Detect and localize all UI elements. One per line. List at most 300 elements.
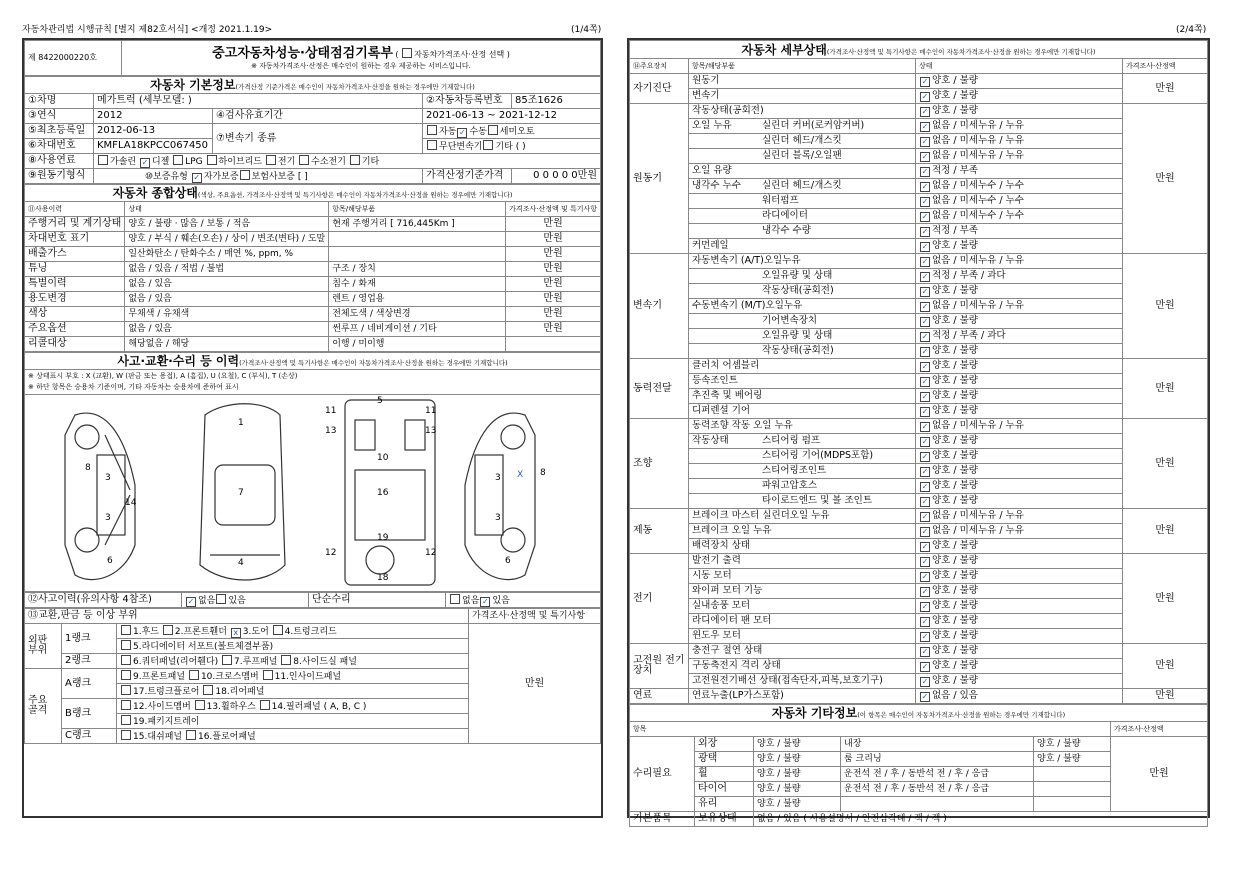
detail-item	[689, 329, 916, 344]
state-checkbox[interactable]: ✓	[921, 421, 929, 431]
part-checkbox[interactable]	[189, 670, 199, 680]
svg-text:13: 13	[425, 426, 437, 436]
detail-state[interactable]	[916, 374, 1123, 389]
detail-row	[630, 419, 1208, 434]
state-checkbox[interactable]: ✓	[921, 406, 929, 416]
detail-state[interactable]	[916, 239, 1123, 254]
trans-other-checkbox[interactable]	[483, 140, 493, 150]
part-checkbox[interactable]	[121, 685, 131, 695]
other-note: (이 항목은 매수인이 자동차가격조사·산정을 원하는 경우에만 기재합니다)	[857, 711, 1066, 719]
part-checkbox[interactable]	[222, 655, 232, 665]
fuel-other-label: 기타	[361, 156, 380, 167]
part-checkbox[interactable]	[121, 640, 131, 650]
detail-item	[689, 494, 916, 509]
detail-state[interactable]	[916, 659, 1123, 674]
part-label: 6.쿼터패널(리어휀다)	[133, 657, 219, 667]
detail-state[interactable]	[916, 479, 1123, 494]
overall-row-label: 용도변경	[25, 292, 125, 307]
repair-state-2[interactable]: 양호 / 불량	[1034, 737, 1111, 752]
other-info-table	[629, 704, 1208, 827]
repair-state-2[interactable]: 양호 / 불량	[1034, 752, 1111, 767]
detail-state[interactable]	[916, 404, 1123, 419]
rank-row	[25, 624, 601, 639]
part-checkbox[interactable]	[163, 625, 173, 635]
detail-row	[630, 254, 1208, 269]
detail-item-main: 구동축전지 격리 상태	[692, 660, 781, 672]
repair-state-2[interactable]	[1034, 782, 1111, 797]
acc-none-checkbox[interactable]: ✓	[187, 596, 195, 606]
state-checkbox[interactable]: ✓	[921, 631, 929, 641]
state-checkbox[interactable]: ✓	[921, 481, 929, 491]
overall-row-item[interactable]: 현재 주행거리 [ 716,445Km ]	[329, 217, 506, 232]
detail-state-label: 양호 / 불량	[932, 389, 978, 401]
state-checkbox[interactable]: ✓	[921, 301, 929, 311]
detail-item	[689, 209, 916, 224]
insp-period-value: 2021-06-13 ~ 2021-12-12	[423, 109, 601, 124]
detail-row	[630, 179, 1208, 194]
state-checkbox[interactable]: ✓	[921, 586, 929, 596]
repair-state[interactable]: 양호 / 불량	[754, 767, 841, 782]
detail-item-sub: 실린더 커버(로커암커버)	[762, 120, 865, 132]
rank-items	[117, 669, 469, 684]
part-label: 3.도어	[242, 626, 269, 637]
detail-row	[630, 359, 1208, 374]
state-checkbox[interactable]: ✓	[921, 361, 929, 371]
overall-row-price: 만원	[506, 322, 601, 337]
overall-row-state[interactable]: 해당없음 / 해당	[125, 337, 329, 352]
part-label: 9.프론트패널	[133, 672, 186, 682]
fuel-hybrid-checkbox[interactable]	[207, 155, 217, 165]
detail-item	[689, 479, 916, 494]
part-checkbox[interactable]	[195, 700, 205, 710]
detail-state[interactable]	[916, 314, 1123, 329]
detail-state-label: 양호 / 불량	[932, 674, 978, 686]
detail-state[interactable]	[916, 209, 1123, 224]
state-checkbox[interactable]: ✓	[921, 346, 929, 356]
detail-state[interactable]	[916, 194, 1123, 209]
state-checkbox[interactable]: ✓	[921, 451, 929, 461]
detail-state[interactable]	[916, 674, 1123, 689]
overall-row-state[interactable]: 없음 / 있음	[125, 322, 329, 337]
detail-state[interactable]	[916, 224, 1123, 239]
accident-history-table	[24, 592, 601, 608]
legend-note: ※ 하단 항목은 승용차 기준이며, 기타 자동차는 승용차에 준하여 표시	[28, 383, 239, 391]
state-checkbox[interactable]: ✓	[921, 691, 929, 701]
subtitle-note: ※ 자동차가격조사·산정은 매수인이 원하는 경우 제공하는 서비스입니다.	[251, 61, 471, 70]
detail-item-main: 발전기 출력	[692, 555, 741, 567]
part-label: 11.인사이드패널	[274, 672, 342, 682]
trans-auto-checkbox[interactable]	[427, 125, 437, 135]
detail-item-sub: 실린더 블록/오일팬	[762, 150, 842, 162]
detail-row	[630, 314, 1208, 329]
page-number-right: (2/4쪽)	[1176, 25, 1207, 35]
part-label: 14.필러패널 ( A, B, C )	[271, 702, 367, 712]
overall-row-price: 만원	[506, 232, 601, 247]
detail-group-label: 동력전달	[630, 359, 689, 419]
overall-row	[25, 277, 601, 292]
detail-state[interactable]	[916, 254, 1123, 269]
detail-state[interactable]	[916, 359, 1123, 374]
state-checkbox[interactable]: ✓	[921, 526, 929, 536]
state-checkbox[interactable]: ✓	[921, 166, 929, 176]
fuel-diesel-checkbox[interactable]: ✓	[141, 157, 149, 167]
part-label: 16.플로어패널	[197, 732, 256, 742]
detail-state[interactable]	[916, 284, 1123, 299]
detail-state[interactable]	[916, 434, 1123, 449]
detail-group-label: 자기진단	[630, 74, 689, 104]
basic-item-options[interactable]: 없음 / 있음 ( 사용설명서 / 안전삼각대 / 잭 / 잭 )	[754, 812, 1208, 827]
repair-item-2[interactable]	[841, 797, 1034, 812]
detail-state[interactable]	[916, 524, 1123, 539]
car-name-value: 메가트럭 (세부모델: )	[94, 94, 423, 109]
repair-row	[630, 737, 1208, 752]
trans-manual-checkbox[interactable]: ✓	[459, 127, 466, 137]
title-table: 제 8422000220호 중고자동차성능·상태점검기록부 ( 자동차가격조사·산정 선택 ) ※ 자동차가격조사·산정은 매수인이 원하는 경우 제공하는 서비스입니다.	[24, 40, 601, 76]
basic-info-title: 자동차 기본정보	[150, 78, 236, 92]
detail-state-label: 없음 / 미세누수 / 누수	[932, 194, 1024, 206]
part-checkbox[interactable]	[263, 670, 273, 680]
svg-text:6: 6	[107, 556, 113, 566]
rank-items	[117, 624, 469, 639]
part-checkbox[interactable]	[273, 625, 283, 635]
overall-row	[25, 232, 601, 247]
detail-item-main: 와이퍼 모터 기능	[692, 585, 763, 597]
detail-item-main: 커먼레일	[692, 240, 729, 252]
simple-yes-checkbox[interactable]: ✓	[482, 596, 489, 606]
detail-item-sub: 냉각수 수량	[762, 225, 811, 237]
overall-row-price: 만원	[506, 217, 601, 232]
state-checkbox[interactable]: ✓	[921, 91, 929, 101]
detail-item	[689, 659, 916, 674]
trans-auto-label: 자동	[439, 126, 457, 137]
detail-item	[689, 134, 916, 149]
state-checkbox[interactable]: ✓	[921, 316, 929, 326]
repair-item-2[interactable]: 룸 크리닝	[841, 752, 1034, 767]
detail-state-label: 양호 / 불량	[932, 569, 978, 581]
overall-note: (색상, 주요옵션, 가격조사·산정액 및 특기사항은 매수인이 자동차가격조사·산정을 원하는 경우에만 기재합니다)	[197, 191, 513, 199]
detail-item	[689, 404, 916, 419]
part-checkbox[interactable]	[121, 670, 131, 680]
detail-group-label: 변속기	[630, 254, 689, 359]
detail-group-price: 만원	[1123, 554, 1208, 644]
state-checkbox[interactable]: ✓	[921, 601, 929, 611]
detail-item	[689, 74, 916, 89]
overall-row-state[interactable]: 없음 / 있음	[125, 292, 329, 307]
detail-state[interactable]	[916, 509, 1123, 524]
state-checkbox[interactable]: ✓	[921, 661, 929, 671]
state-checkbox[interactable]: ✓	[921, 496, 929, 506]
rank-items	[117, 714, 469, 729]
detail-row	[630, 689, 1208, 704]
simple-yes-label: 있음	[492, 595, 510, 606]
acc-history-label: ⑫사고이력(유의사항 4참조)	[25, 593, 182, 608]
repair-state[interactable]: 양호 / 불량	[754, 782, 841, 797]
other-title: 자동차 기타정보	[771, 706, 858, 720]
detail-item-main: 브레이크 마스터 실린더오일 누유	[692, 510, 830, 522]
state-checkbox[interactable]: ✓	[921, 106, 929, 116]
first-reg-value: 2012-06-13	[94, 124, 213, 139]
overall-row-state[interactable]: 양호 / 부식 / 훼손(오손) / 상이 / 변조(변타) / 도말	[125, 232, 329, 247]
repair-state[interactable]: 양호 / 불량	[754, 752, 841, 767]
simple-none-checkbox[interactable]	[450, 594, 460, 604]
overall-row-item[interactable]: 구조 / 장치	[329, 262, 506, 277]
repair-state[interactable]: 양호 / 불량	[754, 797, 841, 812]
state-checkbox[interactable]: ✓	[921, 466, 929, 476]
part-label: 17.트렁크플로어	[133, 687, 200, 697]
part-label: 5.라디에이터 서포트(볼트체결부품)	[133, 642, 274, 652]
detail-state[interactable]	[916, 179, 1123, 194]
detail-state[interactable]	[916, 629, 1123, 644]
fuel-gasoline-checkbox[interactable]	[98, 155, 108, 165]
part-checkbox[interactable]	[121, 655, 131, 665]
trans-semi-checkbox[interactable]	[488, 125, 498, 135]
detail-state-label: 없음 / 미세누유 / 누유	[932, 419, 1024, 431]
detail-state-label: 양호 / 불량	[932, 404, 978, 416]
part-checkbox[interactable]	[186, 730, 196, 740]
overall-row-item[interactable]: 썬루프 / 네비게이션 / 기타	[329, 322, 506, 337]
overall-row-item[interactable]: 렌트 / 영업용	[329, 292, 506, 307]
detail-row	[630, 164, 1208, 179]
state-checkbox[interactable]: ✓	[921, 151, 929, 161]
state-checkbox[interactable]: ✓	[921, 436, 929, 446]
detail-group-price: 만원	[1123, 254, 1208, 359]
state-checkbox[interactable]: ✓	[921, 256, 929, 266]
state-checkbox[interactable]: ✓	[921, 181, 929, 191]
overall-row-state[interactable]: 무채색 / 유채색	[125, 307, 329, 322]
base-price-label: 가격산정기준가격	[423, 169, 512, 184]
other-header-price: 가격조사·산정액	[1111, 722, 1208, 737]
repair-item-2[interactable]: 운전석 전 / 후 / 동반석 전 / 후 / 응급	[841, 782, 1034, 797]
simple-repair-label: 단순수리	[309, 593, 446, 608]
form-header: 자동차관리법 시행규칙 [별지 제82호서식] <개정 2021.1.19>	[22, 25, 273, 35]
repair-item-2[interactable]: 운전석 전 / 후 / 동반석 전 / 후 / 응급	[841, 767, 1034, 782]
detail-state[interactable]	[916, 464, 1123, 479]
state-checkbox[interactable]: ✓	[921, 571, 929, 581]
detail-item	[689, 419, 916, 434]
overall-header-price: 가격조사·산정액 및 특기사항	[506, 202, 601, 217]
detail-item	[689, 629, 916, 644]
detail-state-label: 없음 / 미세누수 / 누수	[932, 209, 1024, 221]
overall-header-history: ⑪사용이력	[25, 202, 125, 217]
detail-group-price: 만원	[1123, 359, 1208, 419]
part-checkbox[interactable]	[281, 655, 291, 665]
state-checkbox[interactable]: ✓	[921, 226, 929, 236]
detail-row	[630, 209, 1208, 224]
svg-text:7: 7	[238, 488, 244, 498]
detail-state[interactable]	[916, 584, 1123, 599]
detail-state[interactable]	[916, 134, 1123, 149]
state-checkbox[interactable]: ✓	[921, 241, 929, 251]
state-checkbox[interactable]: ✓	[921, 541, 929, 551]
state-checkbox[interactable]: ✓	[921, 286, 929, 296]
repair-state-2[interactable]	[1034, 797, 1111, 812]
part-checkbox[interactable]	[260, 700, 270, 710]
fuel-electric-checkbox[interactable]	[266, 155, 276, 165]
reg-no-value: 85조1626	[512, 94, 601, 109]
detail-row	[630, 284, 1208, 299]
detail-state[interactable]	[916, 74, 1123, 89]
state-checkbox[interactable]: ✓	[921, 556, 929, 566]
overall-row-price: 만원	[506, 292, 601, 307]
detail-state[interactable]	[916, 344, 1123, 359]
warranty-self-checkbox[interactable]: ✓	[193, 172, 201, 182]
repair-state-2[interactable]	[1034, 767, 1111, 782]
detail-item	[689, 449, 916, 464]
detail-item-main: 라디에이터 팬 모터	[692, 615, 772, 627]
trans-cvt-checkbox[interactable]	[427, 140, 437, 150]
detail-item	[689, 164, 916, 179]
overall-title: 자동차 종합상태	[112, 186, 198, 200]
vin-value: KMFLA18KPCC067450	[94, 139, 213, 154]
repair-state[interactable]: 양호 / 불량	[754, 737, 841, 752]
overall-row-item[interactable]: 이행 / 미이행	[329, 337, 506, 352]
detail-state[interactable]	[916, 119, 1123, 134]
state-checkbox[interactable]: ✓	[921, 616, 929, 626]
state-checkbox[interactable]: ✓	[921, 196, 929, 206]
other-header-item: 항목	[630, 722, 1111, 737]
overall-row-item[interactable]	[329, 232, 506, 247]
detail-item	[689, 509, 916, 524]
part-checkbox[interactable]	[121, 715, 131, 725]
detail-state[interactable]	[916, 389, 1123, 404]
detail-state[interactable]	[916, 689, 1123, 704]
detail-item-main: 클러치 어셈블리	[692, 360, 760, 372]
fuel-other-checkbox[interactable]	[350, 155, 360, 165]
detail-state[interactable]	[916, 329, 1123, 344]
warranty-self-label: 자가보증	[203, 171, 239, 182]
overall-row-state[interactable]: 없음 / 있음 / 적법 / 불법	[125, 262, 329, 277]
price-option-checkbox[interactable]	[402, 48, 412, 58]
detail-row	[630, 239, 1208, 254]
overall-row-label: 튜닝	[25, 262, 125, 277]
detail-row	[630, 404, 1208, 419]
detail-row	[630, 89, 1208, 104]
detail-state[interactable]	[916, 89, 1123, 104]
detail-state[interactable]	[916, 569, 1123, 584]
detail-state[interactable]	[916, 449, 1123, 464]
state-checkbox[interactable]: ✓	[921, 511, 929, 521]
detail-state[interactable]	[916, 269, 1123, 284]
detail-header-state: 상태	[916, 59, 1123, 74]
detail-state-label: 양호 / 불량	[932, 239, 978, 251]
detail-item-sub: 워터펌프	[762, 195, 799, 207]
overall-row-label: 색상	[25, 307, 125, 322]
part-checkbox[interactable]	[121, 730, 131, 740]
exchange-mark: X	[517, 470, 524, 480]
part-checkbox[interactable]: x	[231, 628, 241, 638]
overall-row-item[interactable]: 침수 / 화재	[329, 277, 506, 292]
fuel-hybrid-label: 하이브리드	[218, 156, 263, 167]
detail-item	[689, 689, 916, 704]
rank-label: 2랭크	[62, 654, 117, 669]
right-page	[627, 38, 1210, 824]
detail-state[interactable]	[916, 494, 1123, 509]
detail-item-sub: 스티어링 펌프	[762, 435, 821, 447]
state-checkbox[interactable]: ✓	[921, 391, 929, 401]
car-left-side	[65, 413, 135, 580]
detail-state-label: 양호 / 불량	[932, 554, 978, 566]
overall-row-state[interactable]: 양호 / 불량 · 많음 / 보통 / 적음	[125, 217, 329, 232]
detail-state[interactable]	[916, 104, 1123, 119]
detail-item	[689, 284, 916, 299]
accident-table	[24, 352, 601, 592]
fuel-label: ⑧사용연료	[25, 154, 94, 169]
motor-type-label: ⑨원동기형식	[25, 169, 94, 184]
detail-state[interactable]	[916, 164, 1123, 179]
detail-state-label: 양호 / 불량	[932, 359, 978, 371]
detail-state-label: 양호 / 불량	[932, 479, 978, 491]
svg-text:3: 3	[495, 513, 501, 523]
detail-item	[689, 599, 916, 614]
detail-state[interactable]	[916, 554, 1123, 569]
detail-state[interactable]	[916, 644, 1123, 659]
detail-row	[630, 344, 1208, 359]
part-checkbox[interactable]	[121, 700, 131, 710]
state-checkbox[interactable]: ✓	[921, 76, 929, 86]
detail-state[interactable]	[916, 539, 1123, 554]
detail-state-label: 양호 / 불량	[932, 584, 978, 596]
part-checkbox[interactable]	[121, 625, 131, 635]
fuel-lpg-checkbox[interactable]	[173, 155, 183, 165]
warranty-insurer-checkbox[interactable]	[240, 170, 250, 180]
left-page	[22, 38, 603, 818]
fuel-hydrogen-checkbox[interactable]	[299, 155, 309, 165]
acc-none-label: 없음	[198, 595, 216, 606]
detail-state[interactable]	[916, 419, 1123, 434]
repair-item: 타이어	[695, 782, 754, 797]
svg-text:10: 10	[377, 453, 389, 463]
state-checkbox[interactable]: ✓	[921, 271, 929, 281]
svg-text:8: 8	[85, 463, 91, 473]
overall-row-state[interactable]: 일산화탄소 / 탄화수소 / 매연 %, ppm, %	[125, 247, 329, 262]
detail-row	[630, 629, 1208, 644]
detail-item	[689, 389, 916, 404]
detail-item-main: 시동 모터	[692, 570, 732, 582]
detail-state[interactable]	[916, 599, 1123, 614]
state-checkbox[interactable]: ✓	[921, 676, 929, 686]
part-checkbox[interactable]	[203, 685, 213, 695]
detail-group-label: 고전원 전기장치	[630, 644, 689, 689]
state-checkbox[interactable]: ✓	[921, 211, 929, 221]
svg-text:12: 12	[425, 548, 437, 558]
detail-group-label: 조향	[630, 419, 689, 509]
detail-state[interactable]	[916, 614, 1123, 629]
acc-yes-checkbox[interactable]	[216, 594, 226, 604]
detail-state-label: 양호 / 불량	[932, 539, 978, 551]
detail-state[interactable]	[916, 149, 1123, 164]
state-checkbox[interactable]: ✓	[921, 121, 929, 131]
detail-item	[689, 119, 916, 134]
overall-row-item[interactable]: 전체도색 / 색상변경	[329, 307, 506, 322]
repair-item: 유리	[695, 797, 754, 812]
svg-text:4: 4	[238, 558, 244, 568]
svg-text:3: 3	[105, 473, 111, 483]
svg-text:11: 11	[425, 406, 437, 416]
state-checkbox[interactable]: ✓	[921, 646, 929, 656]
state-checkbox[interactable]: ✓	[921, 376, 929, 386]
state-checkbox[interactable]: ✓	[921, 136, 929, 146]
state-checkbox[interactable]: ✓	[921, 331, 929, 341]
overall-row-state[interactable]: 없음 / 있음	[125, 277, 329, 292]
repair-item-2[interactable]: 내장	[841, 737, 1034, 752]
repair-item: 휠	[695, 767, 754, 782]
overall-row-price: 만원	[506, 247, 601, 262]
detail-item	[689, 644, 916, 659]
overall-row-item[interactable]	[329, 247, 506, 262]
detail-state-label: 양호 / 불량	[932, 74, 978, 86]
detail-state[interactable]	[916, 299, 1123, 314]
detail-item	[689, 314, 916, 329]
